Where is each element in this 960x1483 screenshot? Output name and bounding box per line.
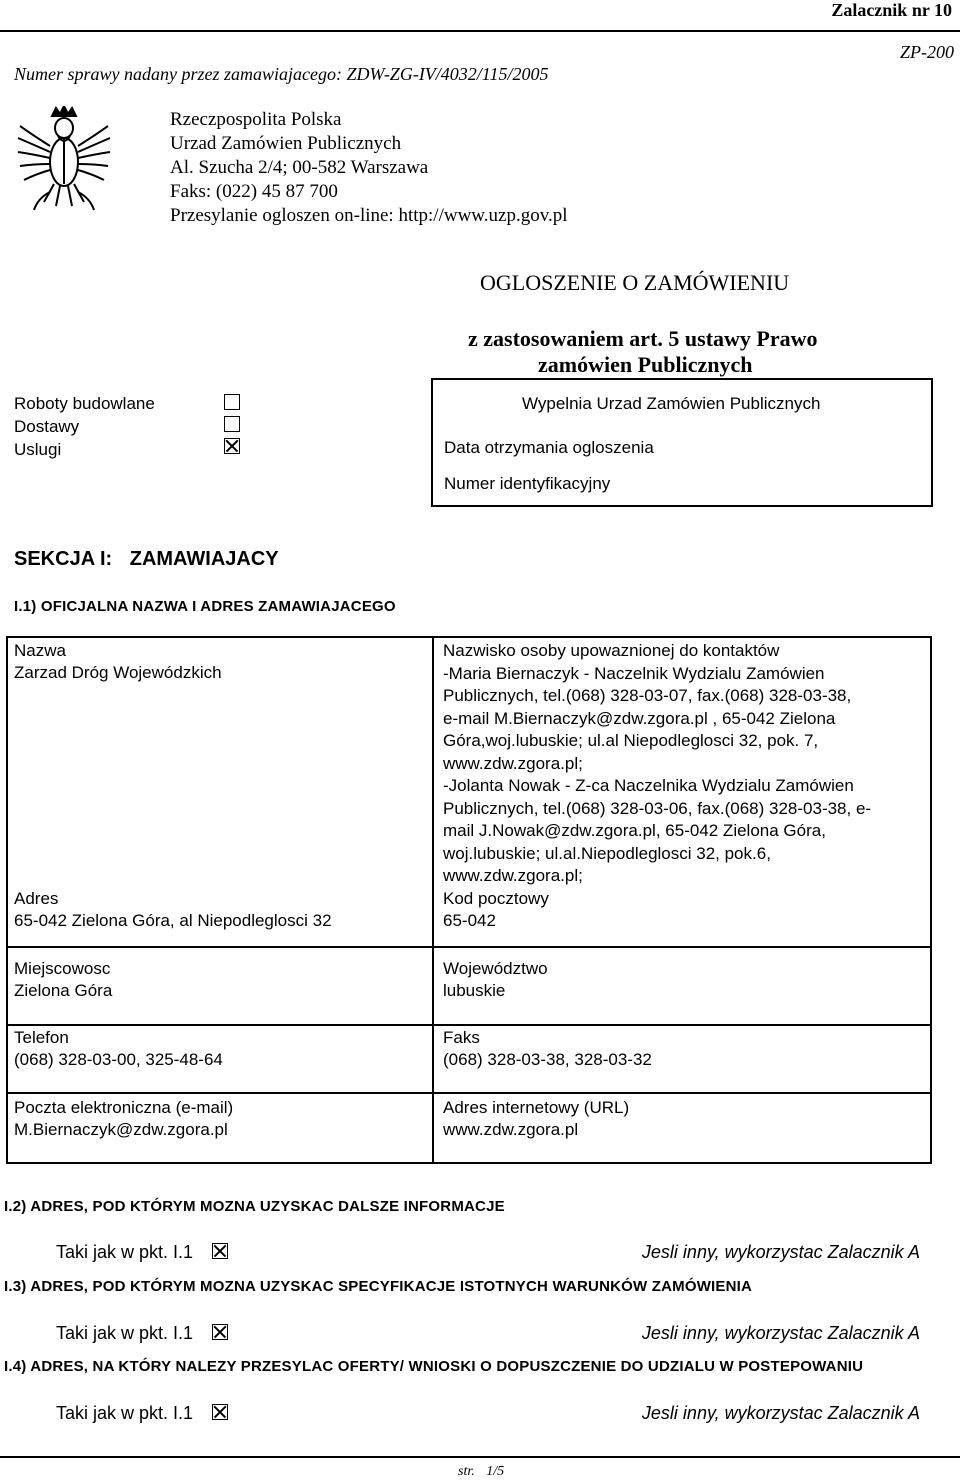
s1-2-same-label: Taki jak w pkt. I.1 xyxy=(56,1242,194,1262)
table-row-divider-3 xyxy=(6,1092,932,1094)
page-label: str. xyxy=(458,1464,475,1479)
url-label: Adres internetowy (URL) xyxy=(443,1098,630,1117)
contact-line: mail J.Nowak@zdw.zgora.pl, 65-042 Zielona Góra, xyxy=(443,821,826,840)
section-1-label: SEKCJA I: xyxy=(14,548,113,570)
contact-line: woj.lubuskie; ul.al.Niepodleglosci 32, pok.6, xyxy=(443,843,771,863)
phone-value: (068) 328-03-00, 325-48-64 xyxy=(14,1050,223,1069)
name-value: Zarzad Dróg Wojewódzkich xyxy=(14,663,222,682)
contact-line: www.zdw.zgora.pl; xyxy=(443,753,583,773)
table-col-divider xyxy=(432,636,434,1164)
postal-label: Kod pocztowy xyxy=(443,888,549,908)
section-1-heading xyxy=(14,548,279,571)
fax-value: (068) 328-03-38, 328-03-32 xyxy=(443,1050,652,1069)
type-supplies-label: Dostawy xyxy=(14,417,80,436)
contact-line: e-mail M.Biernaczyk@zdw.zgora.pl , 65-042 Zielona xyxy=(443,708,836,728)
office-line-5: Przesylanie ogloszen on-line: http://www.uzp.gov.pl xyxy=(170,205,568,226)
s1-4-title: ADRES, NA KTÓRY NALEZY PRZESYLAC OFERTY/ WNIOSKI O DOPUSZCZENIE DO UDZIALU W POSTEPOWANIU xyxy=(30,1358,864,1375)
type-services-label: Uslugi xyxy=(14,440,62,459)
attachment-label: Zalacznik nr 10 xyxy=(831,0,952,20)
notice-subtitle-1: z zastosowaniem art. 5 ustawy Prawo xyxy=(468,326,818,351)
s1-3-same-checkbox[interactable] xyxy=(212,1324,228,1340)
s1-2-same-checkbox[interactable] xyxy=(212,1243,228,1259)
type-works-label: Roboty budowlane xyxy=(14,394,155,413)
office-line-3: Al. Szucha 2/4; 00-582 Warszawa xyxy=(170,157,429,178)
office-line-2: Urzad Zamówien Publicznych xyxy=(170,133,402,154)
uzp-box-heading: Wypelnia Urzad Zamówien Publicznych xyxy=(522,394,821,413)
supplies-checkbox[interactable] xyxy=(224,416,240,432)
s1-3-other-note: Jesli inny, wykorzystac Zalacznik A xyxy=(641,1323,920,1343)
services-checkbox[interactable] xyxy=(224,438,240,454)
contact-line: -Maria Biernaczyk - Naczelnik Wydzialu Zamówien xyxy=(443,663,825,683)
header-rule xyxy=(0,30,960,32)
case-number: Numer sprawy nadany przez zamawiajacego: ZDW-ZG-IV/4032/115/2005 xyxy=(14,64,549,84)
notice-title: OGLOSZENIE O ZAMÓWIENIU xyxy=(480,270,790,295)
contact-label: Nazwisko osoby upowaznionej do kontaktów xyxy=(443,641,780,660)
city-value: Zielona Góra xyxy=(14,981,113,1000)
address-label: Adres xyxy=(14,889,59,908)
contact-line: Góra,woj.lubuskie; ul.al Niepodleglosci 32, pok. 7, xyxy=(443,731,819,750)
table-row-divider-1 xyxy=(6,946,932,948)
section-1-name: ZAMAWIAJACY xyxy=(129,548,279,570)
name-label: Nazwa xyxy=(14,641,66,660)
fax-label: Faks xyxy=(443,1028,480,1047)
email-value: M.Biernaczyk@zdw.zgora.pl xyxy=(14,1120,228,1139)
page-value: 1/5 xyxy=(486,1464,505,1479)
footer-rule xyxy=(0,1456,960,1458)
contact-line: www.zdw.zgora.pl; xyxy=(443,866,583,885)
voivodeship-label: Województwo xyxy=(443,959,548,978)
s1-3-same-label: Taki jak w pkt. I.1 xyxy=(56,1323,194,1343)
s1-4-num: I.4) xyxy=(4,1358,27,1375)
url-value: www.zdw.zgora.pl xyxy=(443,1120,579,1139)
s1-2-heading xyxy=(4,1198,505,1215)
s1-2-num: I.2) xyxy=(4,1198,27,1215)
notice-subtitle-2: zamówien Publicznych xyxy=(538,352,753,377)
office-line-1: Rzeczpospolita Polska xyxy=(170,109,342,130)
address-value: 65-042 Zielona Góra, al Niepodleglosci 32 xyxy=(14,911,332,930)
s1-4-same-checkbox[interactable] xyxy=(212,1404,228,1420)
table-row-divider-2 xyxy=(6,1024,932,1026)
contact-line: Publicznych, tel.(068) 328-03-07, fax.(068) 328-03-38, xyxy=(443,686,852,705)
s1-3-num: I.3) xyxy=(4,1278,27,1295)
works-checkbox[interactable] xyxy=(224,394,240,410)
s1-1-heading xyxy=(14,598,396,615)
form-code: ZP-200 xyxy=(900,42,954,62)
s1-2-title: ADRES, POD KTÓRYM MOZNA UZYSKAC DALSZE INFORMACJE xyxy=(30,1198,505,1215)
s1-3-heading xyxy=(4,1278,752,1295)
phone-label: Telefon xyxy=(14,1028,69,1047)
page-number xyxy=(458,1464,504,1480)
contact-line: -Jolanta Nowak - Z-ca Naczelnika Wydzialu Zamówien xyxy=(443,776,854,795)
s1-4-heading xyxy=(4,1358,863,1375)
s1-1-title: OFICJALNA NAZWA I ADRES ZAMAWIAJACEGO xyxy=(40,598,396,615)
contact-line: Publicznych, tel.(068) 328-03-06, fax.(068) 328-03-38, e- xyxy=(443,798,872,818)
received-date-label: Data otrzymania ogloszenia xyxy=(444,438,654,457)
voivodeship-value: lubuskie xyxy=(443,981,506,1000)
identifier-label: Numer identyfikacyjny xyxy=(444,474,611,493)
s1-4-other-note: Jesli inny, wykorzystac Zalacznik A xyxy=(641,1403,920,1423)
office-line-4: Faks: (022) 45 87 700 xyxy=(170,181,338,202)
eagle-emblem-icon xyxy=(14,106,114,218)
postal-value: 65-042 xyxy=(443,911,496,930)
s1-1-num: I.1) xyxy=(14,598,37,615)
s1-2-other-note: Jesli inny, wykorzystac Zalacznik A xyxy=(641,1242,920,1262)
s1-4-same-label: Taki jak w pkt. I.1 xyxy=(56,1403,194,1423)
city-label: Miejscowosc xyxy=(14,959,111,978)
s1-3-title: ADRES, POD KTÓRYM MOZNA UZYSKAC SPECYFIKACJE ISTOTNYCH WARUNKÓW ZAMÓWIENIA xyxy=(30,1278,753,1295)
email-label: Poczta elektroniczna (e-mail) xyxy=(14,1098,234,1117)
